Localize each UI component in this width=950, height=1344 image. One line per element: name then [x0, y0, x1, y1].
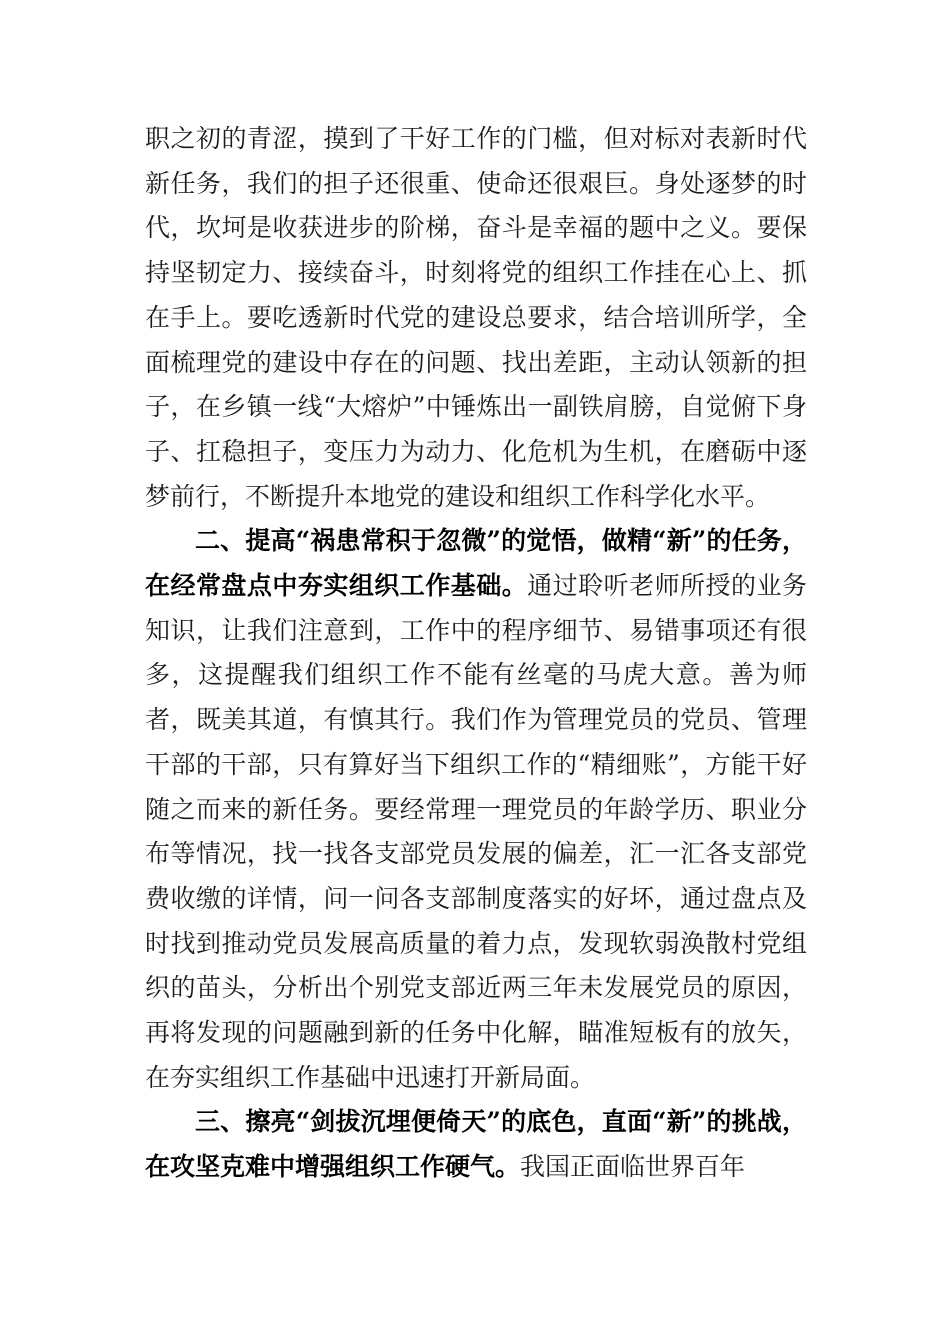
- section-heading: 三、擦亮“剑拔沉埋便倚天”的底色，直面“新”的挑战，在攻坚克难中增强组织工作硬气。: [145, 1107, 807, 1182]
- section-heading: 二、提高“祸患常积于忽微”的觉悟，做精“新”的任务，在经常盘点中夯实组织工作基础。: [145, 526, 807, 601]
- paragraph-text: 职之初的青涩，摸到了干好工作的门槛，但对标对表新时代新任务，我们的担子还很重、使命还很艰巨。身处逐梦的时代，坎坷是收获进步的阶梯，奋斗是幸福的题中之义。要保持坚韧定力、接续奋斗，时刻将党的组织工作挂在心上、抓在手上。要吃透新时代党的建设总要求，结合培训所学，全面梳理党的建设中存在的问题、找出差距，主动认领新的担子，在乡镇一线“大熔炉”中锤炼出一副铁肩膀，自觉俯下身子、扛稳担子，变压力为动力、化危机为生机，在磨砺中逐梦前行，不断提升本地党的建设和组织工作科学化水平。: [145, 124, 807, 511]
- paragraph-text: 通过聆听老师所授的业务知识，让我们注意到，工作中的程序细节、易错事项还有很多，这提醒我们组织工作不能有丝毫的马虎大意。善为师者，既美其道，有慎其行。我们作为管理党员的党员、管理干部的干部，只有算好当下组织工作的“精细账”，方能干好随之而来的新任务。要经常理一理党员的年龄学历、职业分布等情况，找一找各支部党员发展的偏差，汇一汇各支部党费收缴的详情，问一问各支部制度落实的好坏，通过盘点及时找到推动党员发展高质量的着力点，发现软弱涣散村党组织的苗头，分析出个别党支部近两三年未发展党员的原因，再将发现的问题融到新的任务中化解，瞄准短板有的放矢，在夯实组织工作基础中迅速打开新局面。: [145, 571, 807, 1092]
- document-body: [145, 117, 807, 1190]
- paragraph-section-three: [145, 1100, 807, 1189]
- paragraph-text: 我国正面临世界百年: [520, 1152, 746, 1182]
- paragraph-section-two: [145, 519, 807, 1100]
- paragraph-continued: [145, 117, 807, 519]
